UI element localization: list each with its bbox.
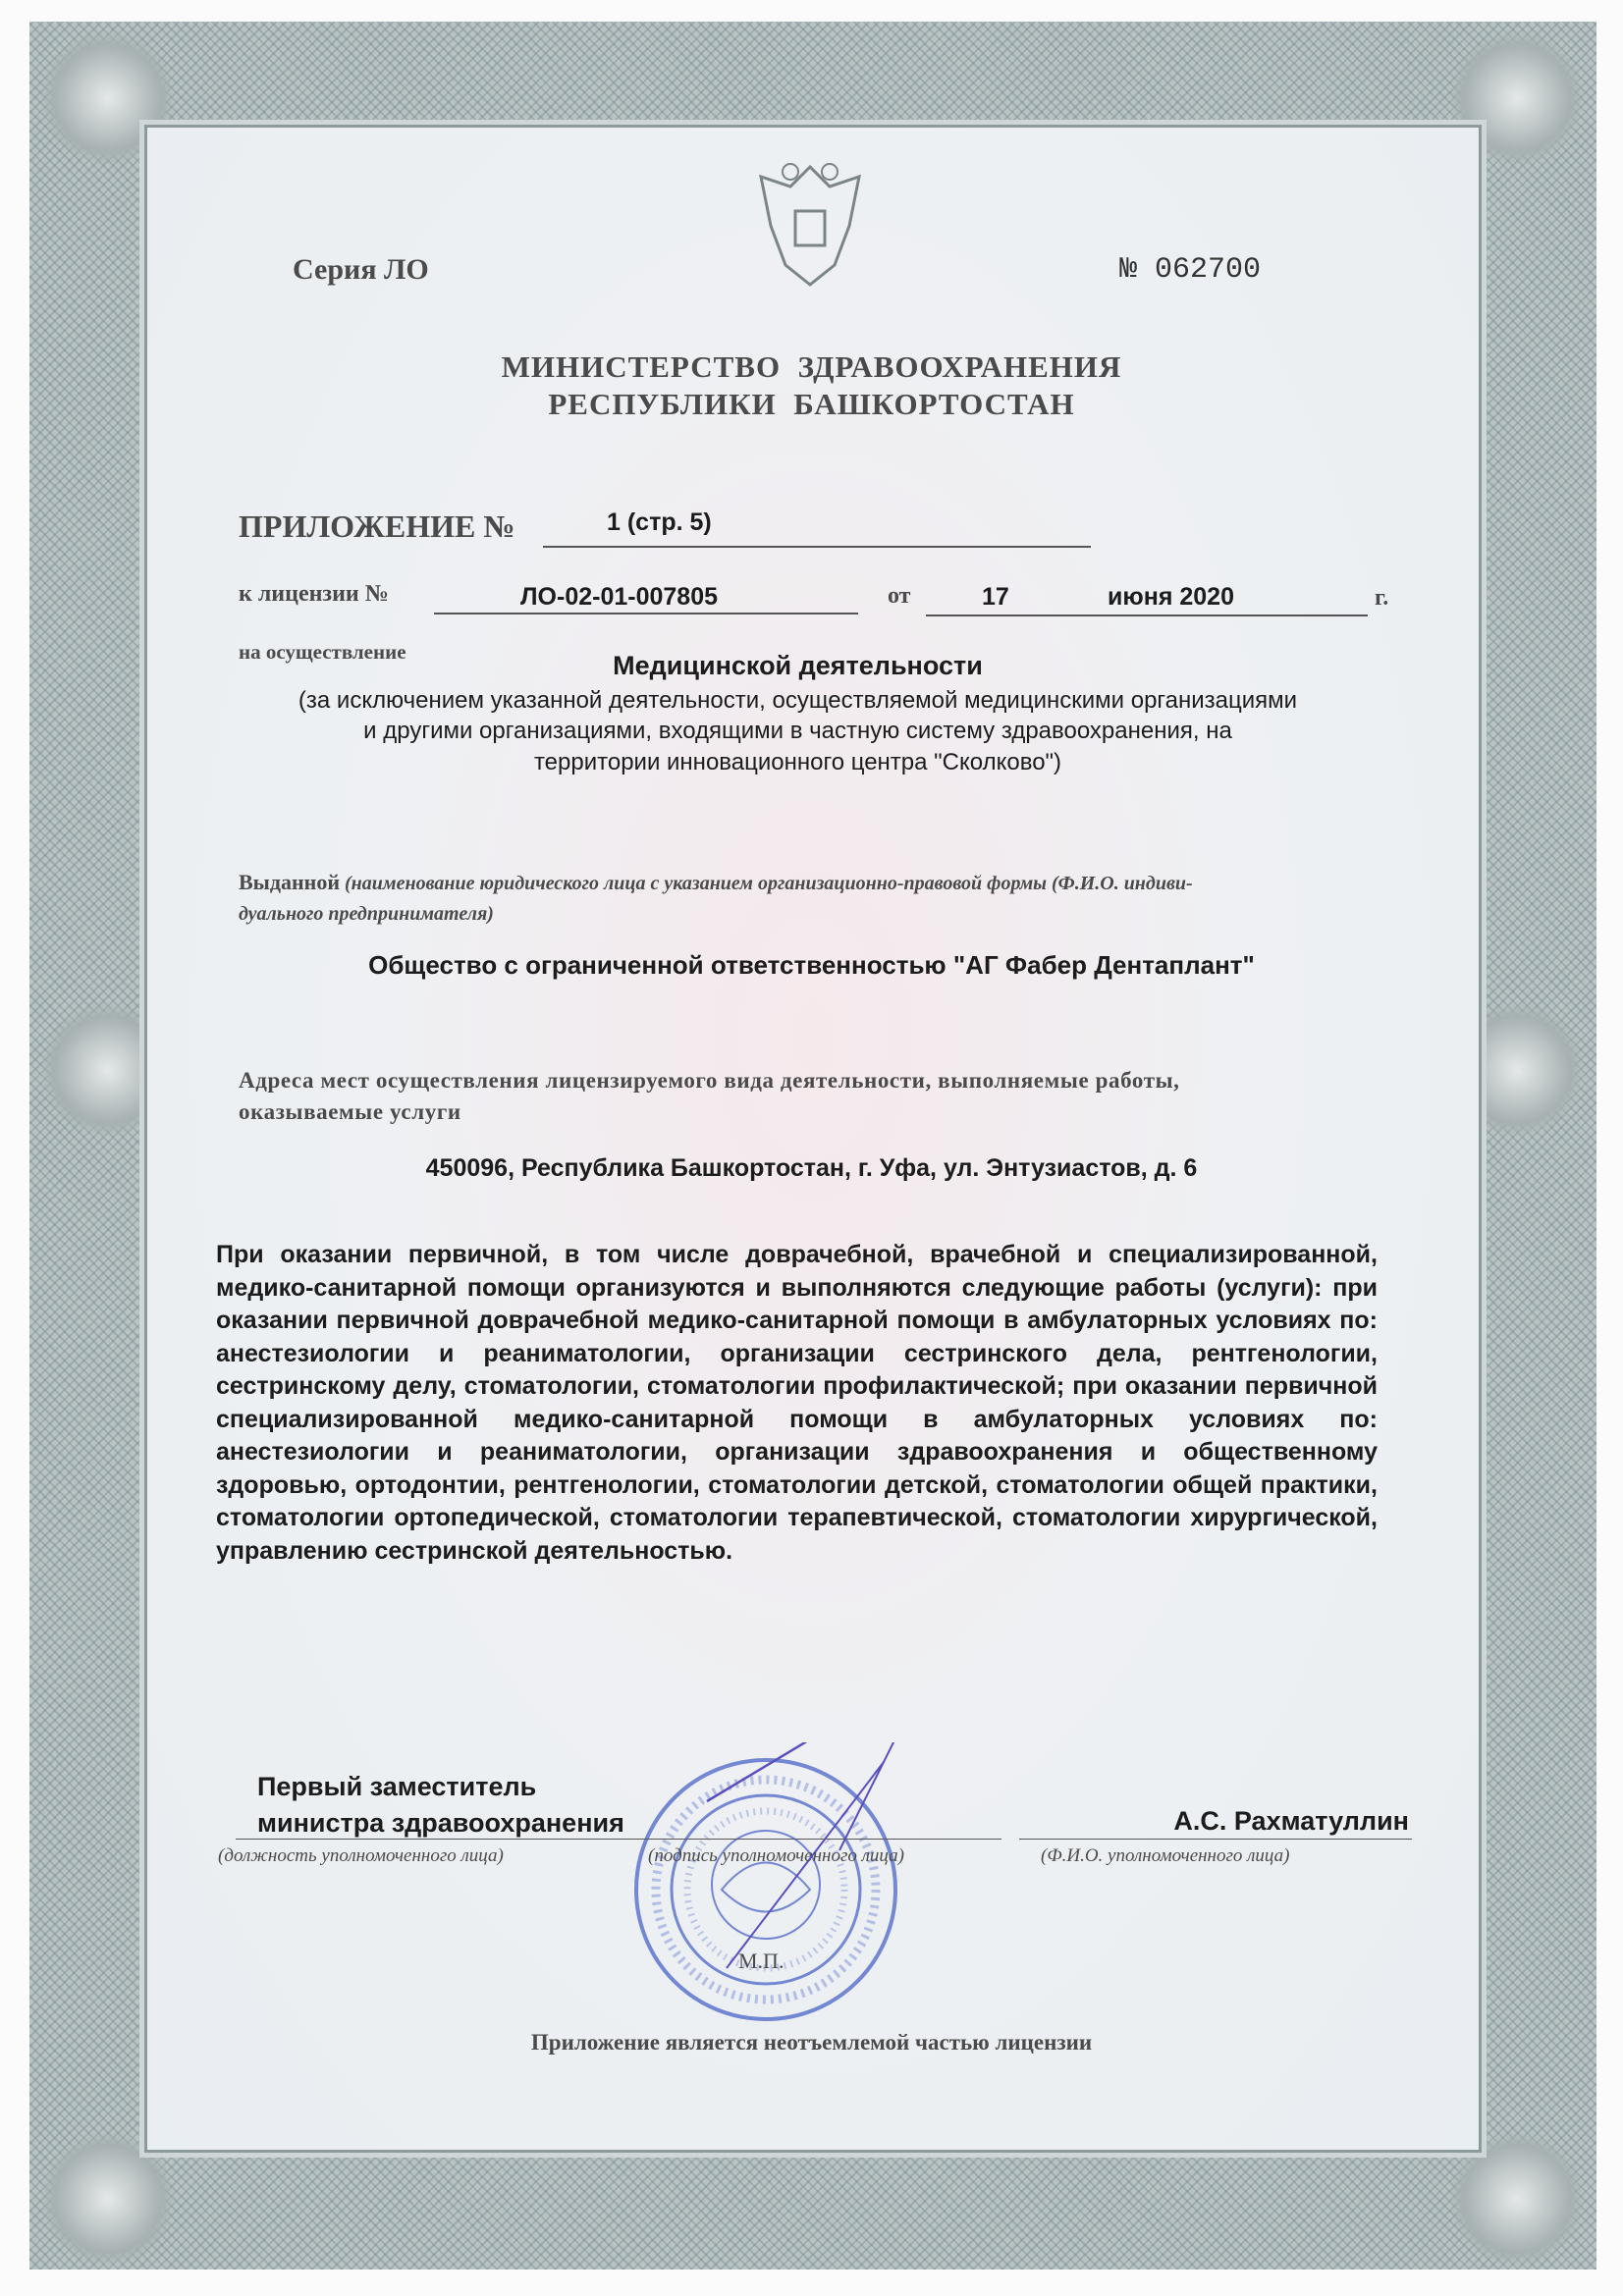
appendix-underline <box>543 546 1091 548</box>
date-underline <box>926 614 1368 616</box>
license-label: к лицензии № <box>239 581 389 607</box>
year-suffix: г. <box>1375 585 1389 611</box>
activity-title: Медицинской деятельности <box>613 651 983 680</box>
signatory-name: А.С. Рахматуллин <box>1173 1806 1409 1836</box>
from-label: от <box>888 583 911 609</box>
license-underline <box>434 613 858 614</box>
activity-note-line: и другими организациями, входящими в частную систему здравоохранения, на <box>363 718 1232 744</box>
caption-name: (Ф.И.О. уполномоченного лица) <box>1041 1845 1290 1866</box>
issued-to-label: Выданной <box>239 870 341 894</box>
activity-label: на осуществление <box>239 640 406 664</box>
services-paragraph: При оказании первичной, в том числе доврачебной, врачебной и специализированной, медико-санитарной помощи организуются и выполняются следующие работы (услуги): при оказании первичной доврачебной медико-санитарной помощи в амбулаторных условиях по: анестезиологии и реаниматологии, организации сестринского дела, рентгенологии, сестринскому делу, стоматологии, стоматологии профилактической; при оказании первичной специализированной медико-санитарной помощи в амбулаторных условиях по: анестезиологии и реаниматологии, организации здравоохранения и общественному здоровью, ортодонтии, рентгенологии, стоматологии детской, стоматологии общей практики, стоматологии ортопедической, стоматологии терапевтической, стоматологии хирургической, управлению сестринской деятельностью. <box>216 1241 1378 1565</box>
series-label: Серия ЛО <box>293 253 429 286</box>
caption-signature: (подпись уполномоченного лица) <box>648 1845 904 1866</box>
activity-note-line: территории инновационного центра "Сколково") <box>533 749 1062 775</box>
form-number <box>1119 253 1261 287</box>
license-month-year: июня 2020 <box>1108 583 1234 611</box>
issued-to-line <box>239 870 1193 895</box>
footer-note: Приложение является неотъемлемой частью лицензии <box>530 2030 1093 2055</box>
license-number: ЛО-02-01-007805 <box>520 583 719 611</box>
activity-address: 450096, Республика Башкортостан, г. Уфа, ул. Энтузиастов, д. 6 <box>425 1154 1198 1182</box>
addresses-label: Адреса мест осуществления лицензируемого вида деятельности, выполняемые работы, <box>239 1068 1180 1093</box>
appendix-value: 1 (стр. 5) <box>607 508 712 536</box>
corner-ornament <box>39 2130 177 2268</box>
organization-name: Общество с ограниченной ответственностью "АГ Фабер Дентаплант" <box>368 950 1255 980</box>
addresses-label-cont: оказываемые услуги <box>239 1099 461 1124</box>
official-seal <box>628 1742 913 2037</box>
coat-of-arms-emblem <box>741 147 879 304</box>
issuer-line-1: МИНИСТЕРСТВО ЗДРАВООХРАНЕНИЯ <box>501 349 1122 384</box>
issued-to-hint: (наименование юридического лица с указанием организационно-правовой формы (Ф.И.О. индиви- <box>345 873 1193 894</box>
stamp-place: М.П. <box>738 1949 784 1973</box>
caption-position: (должность уполномоченного лица) <box>218 1845 504 1866</box>
signatory-position-line-1: Первый заместитель <box>257 1772 537 1801</box>
issuer-line-2: РЕСПУБЛИКИ БАШКОРТОСТАН <box>548 387 1075 421</box>
signature-line <box>236 1839 1001 1840</box>
appendix-label: ПРИЛОЖЕНИЕ № <box>239 508 515 544</box>
license-day: 17 <box>982 583 1009 611</box>
corner-ornament <box>1448 2130 1586 2268</box>
activity-note-line: (за исключением указанной деятельности, осуществляемой медицинскими организациями <box>298 687 1298 714</box>
number-sign: № <box>1119 253 1138 287</box>
signatory-position-line-2: министра здравоохранения <box>257 1808 624 1838</box>
name-line <box>1019 1839 1412 1840</box>
issued-to-hint-cont: дуального предпринимателя) <box>239 903 494 925</box>
form-number-value: 062700 <box>1155 253 1262 287</box>
